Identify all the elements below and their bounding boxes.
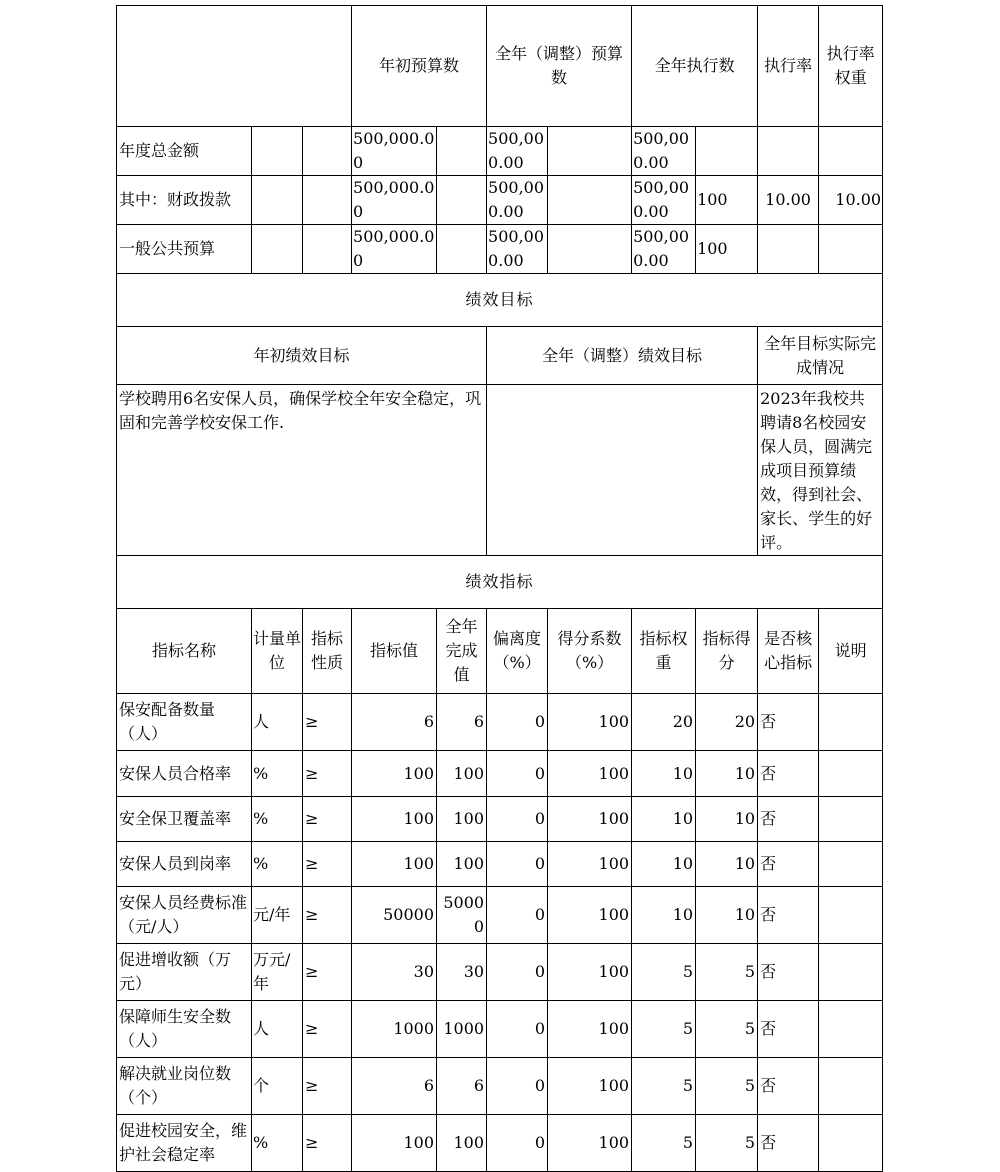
executed-value: 500,000.00 — [632, 127, 696, 176]
indicator-name: 安保人员合格率 — [117, 751, 252, 797]
indicator-nature: ≥ — [303, 944, 352, 1001]
budget-empty-cell — [252, 225, 303, 274]
indicator-core: 否 — [758, 1115, 819, 1172]
indicator-coefficient: 100 — [548, 1058, 632, 1115]
indicator-unit: % — [252, 797, 303, 842]
indicator-deviation: 0 — [487, 842, 548, 887]
rate-weight-value — [758, 127, 819, 176]
indicator-actual: 6 — [437, 1058, 487, 1115]
indicators-header-row — [117, 609, 883, 694]
execution-rate-value: 100 — [696, 225, 758, 274]
indicator-core: 否 — [758, 694, 819, 751]
indicator-score: 10 — [696, 842, 758, 887]
indicator-coefficient: 100 — [548, 797, 632, 842]
budget-empty-cell — [303, 176, 352, 225]
indicator-name: 安保人员到岗率 — [117, 842, 252, 887]
indicator-weight: 10 — [632, 887, 696, 944]
indicator-note — [819, 694, 883, 751]
indicator-core: 否 — [758, 944, 819, 1001]
indicator-actual: 50000 — [437, 887, 487, 944]
indicator-score: 10 — [696, 751, 758, 797]
indicator-unit: 人 — [252, 1001, 303, 1058]
budget-empty-cell — [303, 127, 352, 176]
indicator-name: 保安配备数量（人） — [117, 694, 252, 751]
indicator-row — [117, 1115, 883, 1172]
core-indicator-header: 是否核心指标 — [758, 609, 819, 694]
adjusted-budget-value: 500,000.00 — [487, 176, 548, 225]
indicator-name: 安全保卫覆盖率 — [117, 797, 252, 842]
score-coefficient-header: 得分系数（%） — [548, 609, 632, 694]
indicator-deviation: 0 — [487, 1115, 548, 1172]
indicator-note — [819, 1001, 883, 1058]
indicator-nature: ≥ — [303, 797, 352, 842]
indicator-unit: 万元/年 — [252, 944, 303, 1001]
execution-rate-header: 执行率 — [758, 6, 819, 127]
indicator-score: 5 — [696, 1058, 758, 1115]
indicator-actual: 100 — [437, 797, 487, 842]
budget-row — [117, 127, 883, 176]
indicator-coefficient: 100 — [548, 944, 632, 1001]
indicator-coefficient: 100 — [548, 842, 632, 887]
budget-row-label: 其中：财政拨款 — [117, 176, 252, 225]
indicator-deviation: 0 — [487, 944, 548, 1001]
indicator-deviation: 0 — [487, 1058, 548, 1115]
indicator-note — [819, 1115, 883, 1172]
indicator-actual: 100 — [437, 1115, 487, 1172]
indicator-name: 安保人员经费标准（元/人） — [117, 887, 252, 944]
budget-header-row — [117, 6, 883, 127]
indicator-actual: 6 — [437, 694, 487, 751]
indicator-weight: 5 — [632, 1115, 696, 1172]
indicator-score: 20 — [696, 694, 758, 751]
indicator-unit: % — [252, 842, 303, 887]
indicator-deviation: 0 — [487, 887, 548, 944]
budget-row-label: 年度总金额 — [117, 127, 252, 176]
indicator-target: 6 — [352, 1058, 437, 1115]
indicator-row — [117, 842, 883, 887]
adjusted-budget-header: 全年（调整）预算数 — [487, 6, 632, 127]
indicator-name: 解决就业岗位数（个） — [117, 1058, 252, 1115]
indicator-coefficient: 100 — [548, 1115, 632, 1172]
initial-budget-value: 500,000.00 — [352, 225, 437, 274]
indicator-unit: 人 — [252, 694, 303, 751]
indicator-score: 5 — [696, 1001, 758, 1058]
initial-goal-header: 年初绩效目标 — [117, 327, 487, 385]
indicator-nature: ≥ — [303, 1001, 352, 1058]
nature-header: 指标性质 — [303, 609, 352, 694]
adjusted-budget-value: 500,000.00 — [487, 225, 548, 274]
goals-content-row — [117, 385, 883, 556]
adjusted-budget-value: 500,000.00 — [487, 127, 548, 176]
executed-value: 500,000.00 — [632, 225, 696, 274]
indicator-target: 100 — [352, 842, 437, 887]
budget-corner-cell — [117, 6, 352, 127]
table-body — [117, 6, 883, 1172]
indicator-row — [117, 944, 883, 1001]
indicators-section-row — [117, 556, 883, 609]
indicator-actual: 1000 — [437, 1001, 487, 1058]
indicator-core: 否 — [758, 751, 819, 797]
performance-table — [116, 5, 883, 1172]
indicator-weight: 20 — [632, 694, 696, 751]
performance-sheet — [116, 5, 882, 1172]
indicator-weight: 10 — [632, 751, 696, 797]
indicator-weight: 5 — [632, 944, 696, 1001]
executed-header: 全年执行数 — [632, 6, 758, 127]
target-value-header: 指标值 — [352, 609, 437, 694]
indicator-nature: ≥ — [303, 887, 352, 944]
indicator-row — [117, 694, 883, 751]
indicator-target: 100 — [352, 1115, 437, 1172]
unit-header: 计量单位 — [252, 609, 303, 694]
goals-header-row — [117, 327, 883, 385]
budget-row — [117, 176, 883, 225]
indicator-weight-header: 指标权重 — [632, 609, 696, 694]
indicator-core: 否 — [758, 797, 819, 842]
budget-empty-cell — [548, 127, 632, 176]
indicator-row — [117, 751, 883, 797]
rate-weight-value: 10.00 — [758, 176, 819, 225]
indicator-weight: 5 — [632, 1058, 696, 1115]
budget-empty-cell — [437, 225, 487, 274]
budget-empty-cell — [437, 127, 487, 176]
indicator-nature: ≥ — [303, 1058, 352, 1115]
indicator-actual: 100 — [437, 842, 487, 887]
indicator-weight: 10 — [632, 797, 696, 842]
indicator-row — [117, 887, 883, 944]
indicator-row — [117, 1001, 883, 1058]
indicator-note — [819, 842, 883, 887]
indicator-unit: 元/年 — [252, 887, 303, 944]
indicator-unit: % — [252, 751, 303, 797]
indicator-core: 否 — [758, 887, 819, 944]
indicator-note — [819, 751, 883, 797]
rate-score-value — [819, 225, 883, 274]
budget-empty-cell — [252, 127, 303, 176]
goals-section-title: 绩效目标 — [117, 274, 883, 327]
indicator-actual: 100 — [437, 751, 487, 797]
indicator-target: 1000 — [352, 1001, 437, 1058]
actual-completion-text: 2023年我校共聘请8名校园安保人员，圆满完成项目预算绩效，得到社会、家长、学生的好评。 — [758, 385, 883, 556]
budget-empty-cell — [252, 176, 303, 225]
indicator-name: 促进增收额（万元） — [117, 944, 252, 1001]
adjusted-goal-header: 全年（调整）绩效目标 — [487, 327, 758, 385]
initial-budget-header: 年初预算数 — [352, 6, 487, 127]
indicator-nature: ≥ — [303, 751, 352, 797]
executed-value: 500,000.00 — [632, 176, 696, 225]
indicator-name: 保障师生安全数（人） — [117, 1001, 252, 1058]
indicator-coefficient: 100 — [548, 751, 632, 797]
initial-budget-value: 500,000.00 — [352, 127, 437, 176]
execution-rate-value: 100 — [696, 176, 758, 225]
indicator-nature: ≥ — [303, 694, 352, 751]
indicator-actual: 30 — [437, 944, 487, 1001]
indicator-core: 否 — [758, 1001, 819, 1058]
indicator-score: 5 — [696, 944, 758, 1001]
indicator-weight: 10 — [632, 842, 696, 887]
indicator-note — [819, 797, 883, 842]
deviation-header: 偏离度（%） — [487, 609, 548, 694]
indicator-nature: ≥ — [303, 842, 352, 887]
indicator-target: 30 — [352, 944, 437, 1001]
indicator-target: 100 — [352, 751, 437, 797]
indicators-section-title: 绩效指标 — [117, 556, 883, 609]
indicator-coefficient: 100 — [548, 694, 632, 751]
budget-row-label: 一般公共预算 — [117, 225, 252, 274]
initial-goal-text: 学校聘用6名安保人员，确保学校全年安全稳定，巩固和完善学校安保工作. — [117, 385, 487, 556]
indicator-name: 促进校园安全，维护社会稳定率 — [117, 1115, 252, 1172]
rate-score-value: 10.00 — [819, 176, 883, 225]
indicator-target: 50000 — [352, 887, 437, 944]
note-header: 说明 — [819, 609, 883, 694]
indicator-note — [819, 1058, 883, 1115]
indicator-deviation: 0 — [487, 751, 548, 797]
rate-weight-value — [758, 225, 819, 274]
indicator-nature: ≥ — [303, 1115, 352, 1172]
initial-budget-value: 500,000.00 — [352, 176, 437, 225]
indicator-deviation: 0 — [487, 694, 548, 751]
indicator-name-header: 指标名称 — [117, 609, 252, 694]
goals-section-row — [117, 274, 883, 327]
indicator-deviation: 0 — [487, 797, 548, 842]
indicator-weight: 5 — [632, 1001, 696, 1058]
budget-empty-cell — [437, 176, 487, 225]
indicator-score: 5 — [696, 1115, 758, 1172]
indicator-coefficient: 100 — [548, 887, 632, 944]
indicator-core: 否 — [758, 842, 819, 887]
indicator-row — [117, 1058, 883, 1115]
adjusted-goal-text — [487, 385, 758, 556]
actual-completion-header: 全年目标实际完成情况 — [758, 327, 883, 385]
indicator-score-header: 指标得分 — [696, 609, 758, 694]
budget-empty-cell — [548, 176, 632, 225]
indicator-unit: 个 — [252, 1058, 303, 1115]
indicator-target: 6 — [352, 694, 437, 751]
actual-value-header: 全年完成值 — [437, 609, 487, 694]
indicator-score: 10 — [696, 887, 758, 944]
indicator-core: 否 — [758, 1058, 819, 1115]
execution-rate-value — [696, 127, 758, 176]
budget-row — [117, 225, 883, 274]
indicator-note — [819, 944, 883, 1001]
indicator-row — [117, 797, 883, 842]
rate-score-value — [819, 127, 883, 176]
indicator-coefficient: 100 — [548, 1001, 632, 1058]
indicator-score: 10 — [696, 797, 758, 842]
budget-empty-cell — [303, 225, 352, 274]
indicator-deviation: 0 — [487, 1001, 548, 1058]
indicator-unit: % — [252, 1115, 303, 1172]
indicator-note — [819, 887, 883, 944]
indicator-target: 100 — [352, 797, 437, 842]
rate-weight-header: 执行率权重 — [819, 6, 883, 127]
budget-empty-cell — [548, 225, 632, 274]
